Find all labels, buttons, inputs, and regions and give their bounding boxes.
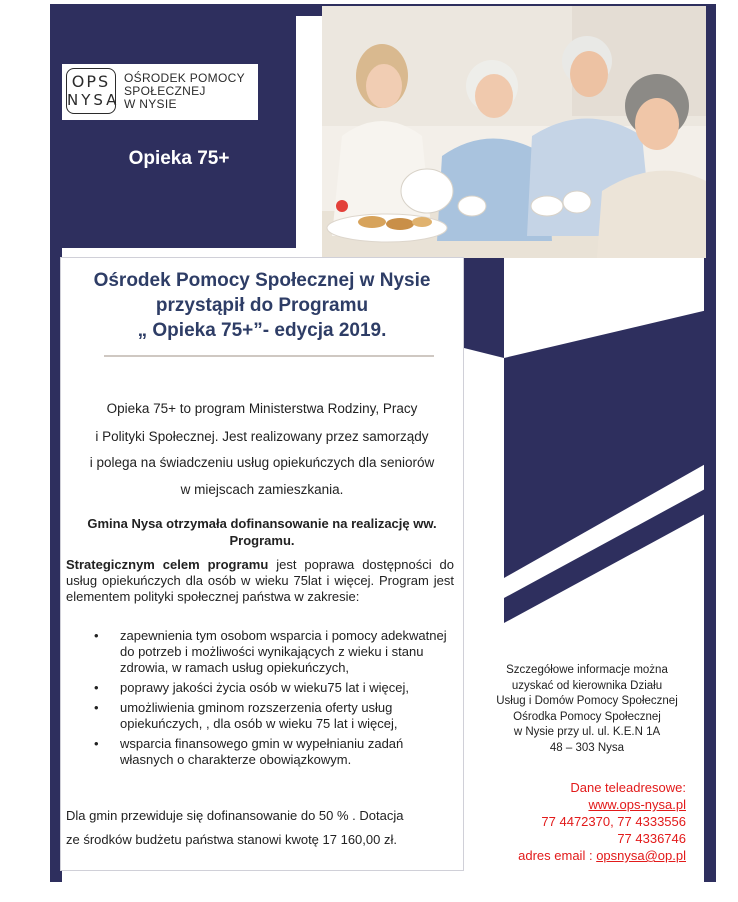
divider: [104, 355, 434, 357]
logo-line-1: OŚRODEK POMOCY: [124, 71, 245, 85]
list-item: • umożliwienia gminom rozszerzenia oferty usług opiekuńczych, , dla osób w wieku 75 lat i więcej,: [92, 700, 454, 732]
logo-mark-bottom: NYSA: [67, 91, 120, 109]
navy-header-block: [62, 16, 296, 248]
list-item: • wsparcia finansowego gmin w wypełnianiu zadań własnych o charakterze obowiązkowym.: [92, 736, 454, 768]
info-line-6: 48 – 303 Nysa: [549, 741, 625, 754]
intro-line-3: i polega na świadczeniu usług opiekuńczych dla seniorów: [89, 455, 435, 470]
logo-mark-top: OPS: [71, 72, 111, 91]
program-title: Opieka 75+: [128, 148, 230, 169]
gmina-note: Gmina Nysa otrzymała dofinansowanie na realizację ww. Programu.: [87, 516, 437, 548]
strategy-paragraph: [66, 557, 454, 605]
intro-line-4: w miejscach zamieszkania.: [180, 482, 344, 497]
logo-mark-icon: [66, 68, 120, 114]
headline-line-2: przystąpił do Programu: [155, 295, 369, 316]
funding-line-2: ze środków budżetu państwa stanowi kwotę 17 160,00 zł.: [66, 832, 397, 847]
info-line-2: uzyskać od kierownika Działu: [511, 679, 663, 692]
logo-text: [124, 72, 245, 111]
logo-line-3: W NYSIE: [124, 97, 177, 111]
website-link[interactable]: www.ops-nysa.pl: [588, 797, 686, 812]
list-item: • poprawy jakości życia osób w wieku75 lat i więcej,: [92, 680, 454, 696]
info-block: [476, 663, 698, 756]
funding-line-1: Dla gmin przewiduje się dofinansowanie do 50 % . Dotacja: [66, 808, 404, 823]
email-label: adres email :: [518, 848, 597, 863]
seniors-photo: [322, 6, 706, 258]
info-line-3: Usług i Domów Pomocy Społecznej: [496, 695, 678, 707]
headline-line-3: „ Opieka 75+”- edycja 2019.: [137, 320, 387, 341]
info-line-4: Ośrodka Pomocy Społecznej: [513, 710, 661, 723]
strategy-bold: Strategicznym celem programu: [66, 557, 269, 572]
decorative-stripes: [464, 258, 716, 658]
info-line-1: Szczegółowe informacje można: [506, 664, 668, 676]
email-link[interactable]: opsnysa@op.pl: [596, 848, 686, 863]
strategy-rest: jest poprawa dostępności do usług opiekuńczych dla osób w wieku 75lat i więcej. Program jest elementem polityki społecznej państwa w zakresie:: [66, 557, 454, 604]
headline-line-1: Ośrodek Pomocy Społecznej w Nysie: [93, 270, 431, 291]
logo-line-2: SPOŁECZNEJ: [124, 84, 206, 98]
contact-heading: Dane teleadresowe:: [570, 780, 686, 795]
email-line: [480, 847, 686, 864]
headline: [66, 268, 458, 343]
info-line-5: w Nysie przy ul. ul. K.E.N 1A: [513, 726, 661, 738]
intro-line-2: i Polityki Społecznej. Jest realizowany przez samorządy: [95, 429, 429, 444]
phone-line-2: 77 4336746: [617, 831, 686, 846]
contact-block: [480, 779, 686, 864]
intro-line-1: Opieka 75+ to program Ministerstwa Rodziny, Pracy: [106, 401, 418, 416]
list-item: • zapewnienia tym osobom wsparcia i pomocy adekwatnej do potrzeb i możliwości wynikających z wieku i stanu zdrowia, w ramach usług opiekuńczych,: [92, 628, 454, 676]
phone-line-1: 77 4472370, 77 4333556: [541, 814, 686, 829]
goals-list: [92, 628, 454, 772]
funding-paragraph: [66, 804, 458, 852]
ops-logo: [62, 64, 258, 120]
